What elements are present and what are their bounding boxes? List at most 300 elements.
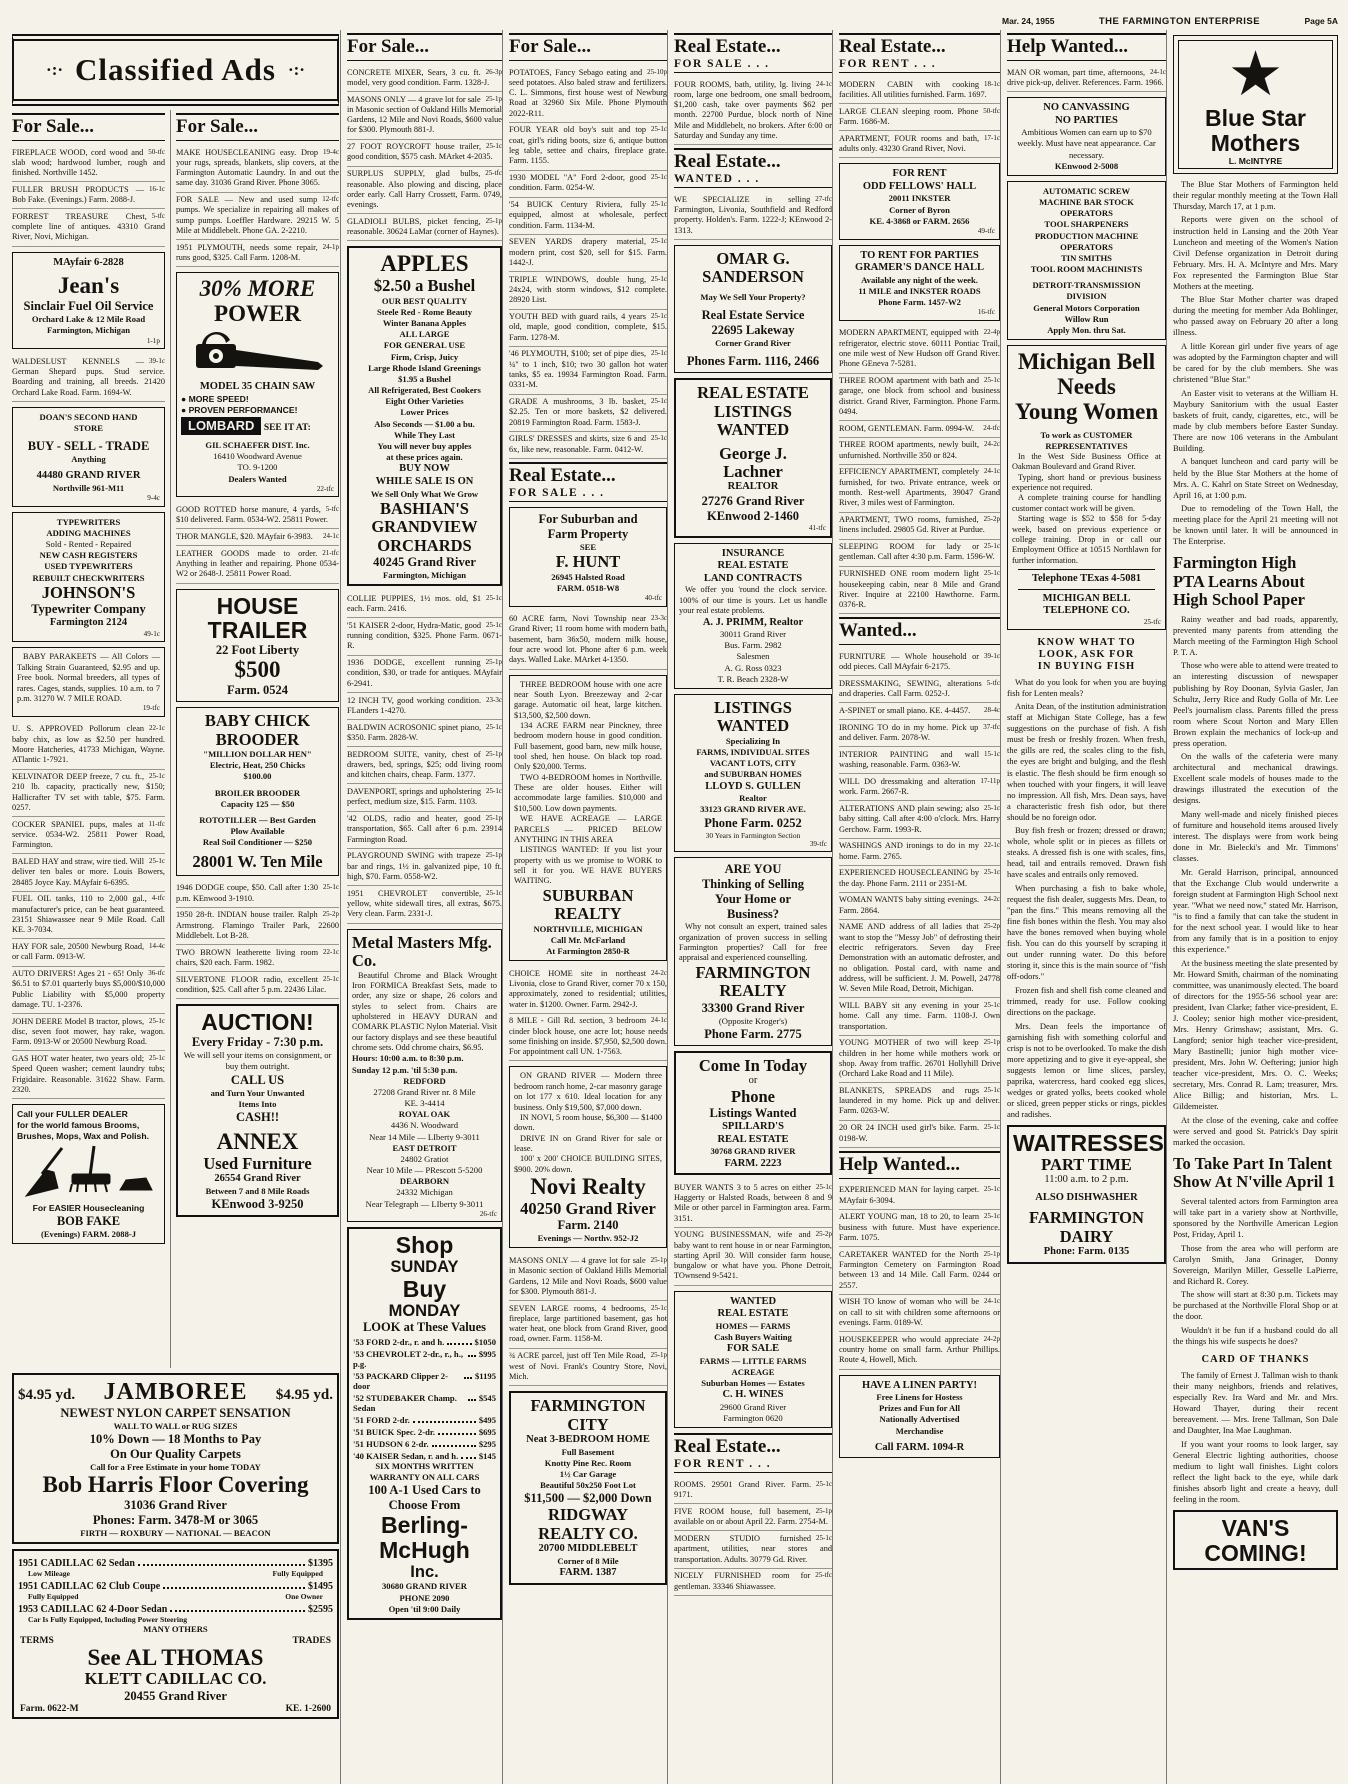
ad-line: Buy (402, 1275, 447, 1302)
ad-line: 30% MORE (199, 276, 316, 302)
ad-text: FIVE ROOM house, full basement, available on or about April 22. Farm. 2754-M. (674, 1506, 828, 1527)
doans-second-hand-ad (12, 407, 165, 507)
ad-line: NO PARTIES (1055, 114, 1118, 126)
ad-line: Specializing In (725, 735, 781, 746)
dotted-leader (170, 1610, 305, 1612)
section-title: For Sale... (509, 36, 591, 57)
ad-reference: 25-1c (323, 883, 339, 892)
section-subtitle: FOR RENT . . . (839, 58, 937, 70)
ad-reference: 25-1c (486, 722, 502, 731)
ad-line: Sunday 12 p.m. 'til 5:30 p.m. (352, 1064, 458, 1075)
blue-star-mothers-box (1173, 35, 1338, 174)
column-2-for-sale (170, 110, 339, 1368)
price-line (353, 1349, 496, 1369)
ad-line: DETROIT-TRANSMISSION (1032, 280, 1141, 291)
ad-text: 27 FOOT ROYCROFT house trailer, good condition, $575 cash. MArket 4-2035. (347, 142, 493, 162)
ad-text: SILVERTONE FLOOR radio, excellent condition, $25. Call after 5 p.m. 22436 Lilac. (176, 974, 327, 995)
ad-reference: 25-1p (650, 1351, 667, 1360)
ad-line: Evenings — Northv. 952-J2 (537, 1233, 639, 1244)
ad-line: Hours: 10:00 a.m. to 8:30 p.m. (352, 1053, 464, 1064)
classified-ad (12, 145, 165, 182)
ad-reference: 21-tfc (322, 548, 339, 557)
ad-line: REALTY (554, 904, 622, 924)
article-paragraph (1173, 1196, 1338, 1240)
item-label: '51 HUDSON 6 2-dr. (353, 1439, 429, 1450)
ad-text: EXPERIENCED MAN for laying carpet. MAyfair 6-3094. (839, 1185, 980, 1205)
classified-ad (839, 649, 1000, 676)
detail-line (18, 1569, 333, 1578)
classified-ad (674, 1569, 832, 1596)
classified-ad (839, 893, 1000, 920)
ad-line: $11,500 — $2,000 Down (524, 1491, 652, 1506)
ad-line: WARRANTY ON ALL CARS (369, 1472, 480, 1483)
headline-line: To Take Part In Talent (1173, 1153, 1332, 1173)
article-paragraph (1173, 1325, 1338, 1347)
ad-text: FIREPLACE WOOD, cord wood and slab wood; hardwood lumber, rough and finished. Northville 1452. (12, 147, 165, 178)
ad-line: General Motors Corporation (1033, 302, 1140, 313)
ad-line: REALTOR (727, 481, 779, 493)
ad-line: Free Linens for Hostess (876, 1392, 963, 1403)
ad-reference: 25-1p (485, 94, 502, 103)
classified-ad (839, 77, 1000, 104)
classified-ad (509, 966, 667, 1014)
ad-reference: 24-2c (984, 895, 1000, 904)
ad-line: 26554 Grand River (214, 1173, 301, 1185)
ad-text: WALDESLUST KENNELS — German Shepard pups. Stud service. Boarding and training, all breeds. 21420 Orchard Lake Road. Farm. 1694-W. (12, 356, 165, 397)
classified-ad (347, 92, 502, 140)
brooms-icon (24, 1144, 154, 1202)
section-title: Real Estate... (674, 1436, 781, 1458)
jamboree-carpet-ad (12, 1373, 339, 1544)
ad-text: BUYER WANTS 3 to 5 acres on either Haggerty or Halsted Roads, between 8 and 9 Mile or other parcel in Farmington area. Farm. 3151. (674, 1182, 832, 1223)
classified-ad (839, 1036, 1000, 1084)
section-heading (12, 113, 165, 141)
ad-line: REAL ESTATE (717, 1133, 789, 1145)
ad-reference: 39-1c (984, 651, 1000, 660)
ad-line: REALTY (719, 981, 787, 1001)
ad-reference: 25-1c (149, 1016, 165, 1025)
section-title: For Sale... (12, 116, 94, 137)
section-heading (509, 33, 667, 61)
ad-reference: 11-tfc (148, 819, 165, 828)
ad-reference: 25-1c (651, 237, 667, 246)
classified-ad (839, 465, 1000, 513)
ad-text: CHOICE HOME site in northeast Livonia, close to Grand River, corner 70 x 150, approximately, zoned to residential; utilities, water in. $1200. Owner. Farm. 2942-J. (509, 968, 667, 1009)
article-paragraph (1173, 456, 1338, 500)
ad-line: Starting wage is $52 to $58 for 5-day week, based on previous experience or college training. Drop in or call our Employment Office at 10515 Northlawn for further information. (1012, 514, 1161, 565)
article-paragraph (1007, 1021, 1166, 1120)
classified-ad (839, 920, 1000, 998)
ad-line: Orchard Lake & 12 Mile Road (31, 314, 146, 325)
price-left: $4.95 yd. (18, 1387, 76, 1403)
ad-line: APPLES (380, 251, 469, 277)
detail-left: Fully Equipped (28, 1592, 79, 1602)
price-line (353, 1415, 496, 1425)
detail-left: Low Mileage (28, 1569, 70, 1579)
ad-reference: 25-1c (984, 1085, 1000, 1094)
ad-line: MICHIGAN BELL (1042, 592, 1131, 604)
ad-reference: 5-tfc (986, 678, 1000, 687)
ad-line: 4436 N. Woodward (390, 1120, 459, 1131)
ad-text: YOUNG MOTHER of two will keep children in her home while mothers work or shop. Away from traffic. 26701 Hollyhill Drive (Orchard Lake Road and 11 Mile). (839, 1038, 1000, 1079)
paragraph-text: A banquet luncheon and card party will be held by the Blue Star Mothers at the home of Mrs. A. C. Kahrl on State Street on Wednesday, April 16, at 1:00 p.m. (1173, 456, 1338, 500)
ad-reference: 25-1c (486, 142, 502, 151)
ad-line: LISTINGS WANTED: If you list your property with us we promise to WORK to sell it for you. WE HAVE BUYERS WAITING. (514, 845, 662, 886)
ad-line: Lachner (723, 461, 783, 481)
classified-ad (12, 1051, 165, 1099)
ad-text: THREE ROOM apartment with bath and garage, one block from school and business district. Grand River, Farmington. Phone Farm. 0494. (839, 376, 1000, 416)
ad-text: FURNISHED ONE room modern light housekeeping cabin, near 8 Mile and Grand River. Inquire at 22100 Hawthorne. Farm. 0376-R. (839, 569, 1000, 610)
item-price: $995 (478, 1349, 496, 1360)
ad-line: "MILLION DOLLAR HEN" (203, 749, 312, 760)
ad-reference: 28-4c (984, 705, 1000, 714)
dotted-leader (461, 1457, 476, 1459)
ad-line: Typewriter Company (31, 602, 146, 617)
ad-text: WE SPECIALIZE in selling Farmington, Livonia, Southfield and Redford property. Holden's. Farm. 1222-J; KEnwood 2-1313. (674, 194, 832, 235)
ad-line: POWER (214, 301, 301, 327)
ad-line: DEARBORN (399, 1176, 450, 1187)
ad-line: Why not consult an expert, trained sales organization of proven success in selling Farmington properties? Call for free appraisal and experienced counselling. (679, 922, 827, 963)
ad-line: HOMES — FARMS (715, 1320, 791, 1331)
ad-line: A. J. PRIMM, Realtor (702, 616, 804, 628)
ad-line: SUBURBAN (542, 885, 634, 905)
column-5-real-estate (667, 30, 832, 1784)
ad-line: Corner of Byron (889, 204, 950, 215)
michigan-bell-ad (1007, 345, 1166, 630)
ad-reference: 25-1p (485, 658, 502, 667)
item-price: $1395 (308, 1558, 333, 1570)
ad-text: ALERT YOUNG man, 18 to 20, to learn business with future. Must have experience. Farm. 1075. (839, 1212, 1000, 1242)
section-title: Real Estate... (674, 151, 781, 173)
ad-reference: 25-1c (486, 593, 502, 602)
headline-line: High School Paper (1173, 590, 1306, 610)
classified-ad (509, 347, 667, 395)
ad-line: ACREAGE (731, 1367, 775, 1378)
ad-line: C. H. WINES (722, 1389, 784, 1401)
section-title: Real Estate... (839, 36, 946, 57)
ad-line: On Our Quality Carpets (110, 1447, 241, 1462)
ad-line: TOOL SHARPENERS (1044, 219, 1129, 230)
ad-text: 8 MILE - Gill Rd. section, 3 bedroom cinder block house, one acre lot; house needs some finishing on inside. $7,950, $2,500 down. For appointment call UN. 1-7563. (509, 1016, 667, 1057)
classified-ad (674, 1180, 832, 1228)
ad-line: Steele Red - Rome Beauty (377, 306, 472, 317)
ad-line: Metal Masters Mfg. Co. (352, 932, 492, 971)
classified-ad (839, 1332, 1000, 1369)
ad-text: ¾ ACRE parcel, just off Ten Mile Road, west of Novi. Frank's Country Store, Novi, Mich. (509, 1351, 667, 1381)
section-heading (1007, 33, 1166, 61)
ad-line: for the world famous Brooms, (17, 1120, 140, 1131)
ad-line: Nationally Advertised (879, 1414, 960, 1425)
masthead-title: Classified Ads (75, 52, 276, 87)
ad-reference: 25-1c (651, 434, 667, 443)
headline-line: CARD OF THANKS (1201, 1353, 1310, 1365)
item-price: $1050 (474, 1337, 496, 1348)
ad-line: ALSO DISHWASHER (1035, 1191, 1138, 1203)
ad-text: 12 INCH TV, good working condition. FLanders 1-4270. (347, 695, 482, 715)
ad-line: BABY PARAKEETS — All Colors — Talking Strain Guaranteed, $2.95 and up. Free book. Normal breeders, all types of rares. Cages, stands, supplies. 10 a.m. to 7 p.m. 31270 W. 7 MILE ROAD. (17, 652, 160, 703)
price-line (353, 1439, 496, 1449)
item-price: $495 (478, 1415, 496, 1426)
ad-line: Large Rhode Island Greenings (368, 362, 481, 373)
ad-line: OMAR G. (716, 248, 790, 268)
ad-line: WALL TO WALL or RUG SIZES (113, 1421, 238, 1431)
ad-line: 26-tfc (479, 1209, 497, 1218)
ad-line: AUCTION! (201, 1009, 314, 1036)
ad-line: FOR SALE (726, 1343, 780, 1355)
ad-line: 134 ACRE FARM near Pinckney, three bedroom modern house in good condition. Full basement, good barn, new milk house, tool shed, hen house. On black top road. Only $20,000. Terms. (514, 720, 662, 772)
paragraph-text: Frozen fish and shell fish come cleaned and trimmed, ready for use. Follow cooking directions on the package. (1007, 984, 1166, 1017)
ad-reference: 25-1p (650, 1255, 667, 1264)
ad-reference: 25-1p (485, 851, 502, 860)
paragraph-text: Mrs. Dean feels the importance of garnishing fish with something colorful and crisp is not to be overlooked. To make the dish more appetizing and to give it eye-appeal, she suggests lemon or lime slices, parsley, paprika, watercress, hard cooked egg slices, wedges or grated yolks, beets cooked whole or sliced, green pepper sticks or rings, pickles and radishes. (1007, 1020, 1166, 1119)
ad-line: Open 'til 9:00 Daily (388, 1603, 461, 1614)
ad-line: You will never buy apples (377, 440, 472, 451)
page-header (1002, 16, 1338, 27)
ad-line: 40-tfc (644, 593, 662, 602)
ad-reference: 25-1c (984, 1123, 1000, 1132)
paragraph-text: Many well-made and nicely finished pieces of furniture and household items aroused lively interest. The displays were from work being done in Mr. Bielecki's and Mr. Timmons' classes. (1173, 809, 1338, 864)
ad-line: Your Home or (714, 892, 792, 907)
ad-text: LARGE CLEAN sleeping room. Phone Farm. 1686-M. (839, 106, 979, 126)
ad-line: Phones: Farm. 3478-M or 3065 (92, 1513, 259, 1528)
ad-line: ODD FELLOWS' HALL (862, 180, 977, 192)
ad-line: Business? (726, 907, 780, 922)
detail-left: Car Is Fully Equipped, Including Power Steering (28, 1615, 188, 1625)
ad-line: TIN SMITHS (1061, 252, 1112, 263)
classified-ad (509, 395, 667, 432)
ad-line: Farm Property (547, 527, 629, 541)
ad-line: ARE YOU (724, 862, 782, 877)
brand-label: LOMBARD (181, 417, 261, 435)
ad-line: MANY OTHERS (143, 1624, 208, 1635)
section-subtitle: FOR RENT . . . (674, 1458, 772, 1471)
ad-reference: 25-1p (485, 216, 502, 225)
berling-mchugh-used-cars-ad (347, 1227, 502, 1620)
ad-line: We will sell your items on consignment, or buy them outright. (183, 1050, 332, 1072)
classified-ad (12, 854, 165, 891)
ad-text: SLEEPING ROOM for lady or gentleman. Call after 4:30 p.m. Farm. 1596-W. (839, 542, 995, 562)
ad-line: 49-tfc (977, 226, 995, 235)
section-heading (674, 1433, 832, 1473)
headline-line: Show At N'ville April 1 (1173, 1172, 1336, 1192)
detail-right: One Owner (285, 1592, 323, 1602)
ad-reference: 37-tfc (983, 722, 1000, 731)
ad-line: 19-tfc (142, 704, 160, 713)
classified-ad (839, 104, 1000, 131)
ad-text: YOUTH BED with guard rails, 4 years old, maple, good condition, complete, $15. Farm. 1278-M. (509, 312, 667, 342)
ad-text: WILL DO dressmaking and alteration work. Farm. 2667-R. (839, 776, 976, 797)
ad-line: Farmington, Michigan (46, 325, 131, 336)
ad-text: MODERN CABIN with cooking facilities. All utilities furnished. Farm. 1697. (839, 79, 987, 99)
ad-text: GAS HOT water heater, two years old; Speed Queen washer; cement laundry tubs; Frigidaire. Reasonable. 31622 Shaw. Farm. 2320. (12, 1053, 165, 1094)
paragraph-text: When purchasing a fish to bake whole, request the fish dealer, suggests Mrs. Dean, to "pan the fins." This means removing all the fine fish bones within the flesh. You may also have the bones removed when buying whole fish. You can do this yourself by scraping it out under running water. Do this before storing it, since this is the main source of "fish off-odors." (1007, 882, 1166, 982)
ad-reference: 25-1c (486, 888, 502, 897)
ad-line: FARMINGTON (1029, 1208, 1144, 1228)
ad-line: 27208 Grand River nr. 8 Mile (373, 1086, 476, 1097)
paragraph-text: What do you look for when you are buying fish for Lenten meals? (1007, 676, 1166, 698)
ad-line: CALL US (230, 1072, 285, 1087)
classified-ad (839, 747, 1000, 774)
ad-line: DAIRY (1059, 1226, 1114, 1246)
price-line (353, 1427, 496, 1437)
ad-text: GRADE A mushrooms, 3 lb. basket, $2.25. Ten or more baskets, $2 delivered. 20819 Farmington Road. Farm. 1583-J. (509, 397, 667, 427)
ad-reference: 24-2c (984, 440, 1000, 449)
star-icon: ★ (1227, 41, 1284, 109)
ad-line: GIL SCHAEFER DIST. Inc. (205, 440, 310, 451)
ad-line: WANTED (716, 716, 790, 736)
ad-reference: 25-1c (984, 803, 1000, 812)
section-title: Help Wanted... (1007, 36, 1129, 57)
ad-line: Beautiful 50x250 Foot Lot (540, 1480, 636, 1491)
paragraph-text: Those who were able to attend were treated to an interesting discussion of newspaper publishing by Roy Doonan, Sylvia Gasler, Jan Schultz, Jerry Rice and Rudy Golla of Mr. Lee Peel's journalism class. Parents filled the press room where Scout Norton and Mary Ellen Brown explain the mechanics of lock-up and press operation. (1173, 660, 1338, 748)
ad-reference: 25-1c (149, 1053, 165, 1062)
ad-line: REALTY CO. (538, 1523, 638, 1543)
detail-line (18, 1615, 333, 1624)
ad-line: REDFORD (403, 1075, 446, 1086)
ad-line: 11 MILE and INKSTER ROADS (858, 285, 981, 296)
classified-ad (839, 1210, 1000, 1247)
classified-ad (1007, 65, 1166, 92)
ad-reference: 39-1c (149, 356, 165, 365)
item-price: $145 (478, 1451, 496, 1462)
ad-line: Call your FULLER DEALER (17, 1109, 128, 1120)
classified-ad (347, 618, 502, 655)
paragraph-text: Those from the area who will perform are Carolyn Smith, Jana Grinager, Donny Sovereign, Marilyn Miller, Gesselle LaPierre, and Richard R. Corey. (1173, 1242, 1338, 1286)
ad-line: LISTINGS (714, 697, 792, 717)
ad-line: Also Seconds — $1.00 a bu. (374, 418, 475, 429)
ad-line: FARM. 0518-W8 (556, 582, 620, 593)
ad-line: FARMINGTON (695, 962, 811, 982)
ad-line: While They Last (394, 429, 455, 440)
ad-text: THREE ROOM apartments, newly built, unfurnished. Northville 350 or 824. (839, 440, 980, 460)
ad-text: YOUNG BUSINESSMAN, wife and baby want to rent house in or near Farmington, starting April 30. Will consider farm house, bungalow or what have you. Phone Detroit, TOwnsend 9-5421. (674, 1230, 832, 1281)
ad-line: A complete training course for handling customer contact work will be given. (1012, 493, 1161, 513)
ad-line: Mothers (1210, 129, 1301, 156)
paragraph-text: At the close of the evening, cake and coffee were served and good St. Patrick's Day spirit marked the occasion. (1173, 1114, 1338, 1147)
gullen-listings-ad (674, 694, 832, 852)
ad-line: JOHNSON'S (41, 582, 136, 602)
article-paragraph (1173, 503, 1338, 547)
ad-text: THOR MANGLE, $20. MAyfair 6-3983. (176, 531, 313, 541)
section-heading (674, 148, 832, 188)
ad-line: WANTED (729, 1295, 777, 1307)
classified-ad (347, 747, 502, 784)
ad-line: TOOL ROOM MACHINISTS (1030, 264, 1143, 275)
paragraph-text: On the walls of the cafeteria were many architectural and mechanical drawings. Excellent scale models of houses made to the drawings illustrated the execution of the designs. (1173, 751, 1338, 806)
classified-ad (674, 192, 832, 240)
ad-reference: 25-1c (651, 397, 667, 406)
lombard-chain-saw-ad (176, 272, 339, 497)
ad-line: Corner Grand River (715, 337, 791, 348)
ad-reference: 5-tfc (325, 504, 339, 513)
section-heading (509, 462, 667, 502)
ad-line: L. McINTYRE (1228, 155, 1283, 166)
ad-line: Near 10 Mile — PRescott 5-5200 (366, 1165, 483, 1176)
ad-line: ADDING MACHINES (46, 527, 131, 538)
ad-line: 16410 Woodward Avenue (213, 451, 302, 462)
header-page-number: Page 5A (1304, 16, 1338, 26)
classified-ad (12, 722, 165, 770)
item-price: $2595 (308, 1604, 333, 1616)
chainsaw-icon (181, 328, 334, 380)
ad-line: 39-tfc (809, 839, 827, 848)
ad-line: Telephone TExas 4-5081 (1031, 572, 1142, 584)
ad-line: Between 7 and 8 Mile Roads (205, 1185, 310, 1196)
ad-line: Firm, Crisp, Juicy (390, 351, 459, 362)
classified-ad (347, 784, 502, 811)
ad-line: 16-tfc (977, 308, 995, 317)
classified-ads-masthead (12, 34, 339, 106)
section-title: Real Estate... (674, 36, 781, 57)
classified-ad (347, 140, 502, 167)
ad-line: 26945 Halsted Road (551, 571, 625, 582)
dealer-brand-line (181, 416, 334, 435)
dotted-leader (413, 1421, 476, 1423)
ad-line: WANTED (716, 420, 790, 440)
suburban-realty-ad (509, 675, 667, 962)
ad-line: FIRTH — ROXBURY — NATIONAL — BEACON (80, 1528, 271, 1539)
house-trailer-ad (176, 589, 339, 702)
ad-line: 20700 MIDDLEBELT (538, 1543, 638, 1555)
article-paragraph (1173, 1243, 1338, 1287)
see-it-at-label: SEE IT AT: (261, 422, 311, 433)
classified-ad (347, 693, 502, 720)
ad-reference: 24-2p (983, 1334, 1000, 1343)
ad-text: SEVEN YARDS drapery material, modern print, cost $20, sell for $15. Farm. 1442-J. (509, 237, 667, 267)
ad-text: 1950 28-ft. INDIAN house trailer. Ralph Armstrong. Flamingo Trailer Park, 22600 Middlebelt. Lot B-28. (176, 910, 339, 940)
ad-line: MACHINE BAR STOCK (1039, 197, 1134, 208)
ad-reference: 25-1p (815, 1506, 832, 1515)
ad-line: WAITRESSES (1013, 1129, 1164, 1156)
ad-line: May We Sell Your Property? (700, 291, 806, 302)
classified-ad (674, 1531, 832, 1568)
ad-line: FARMS — LITTLE FARMS (699, 1355, 807, 1366)
ad-line: Call FARM. 1094-R (874, 1441, 965, 1453)
ad-line: George J. (719, 443, 787, 463)
ad-line: COMING! (1204, 1539, 1307, 1566)
ad-line: MODEL 35 CHAIN SAW (199, 380, 316, 392)
item-price: $1195 (474, 1371, 496, 1382)
paragraph-text: Anita Dean, of the institution administration staff at Michigan State College, has a few suggestions on the purchase of fish. A fish must be fresh or freshly frozen. When fresh, the gills are red, the scales cling to the fish, the eyes are bright and bulging, and the flesh is elastic. The flesh should be firm enough so when touched with your fingers, it will leave no impression. All fish, Mrs. Dean says, have a characteristic fresh fish odor, but there should be no foreign odor. (1007, 701, 1166, 822)
paragraph-text: Buy fish fresh or frozen; dressed or drawn; whole, whole split or in pieces as fillets or steaks. A dressed fish is one with scales, fins, head, tail and entrails removed. Drawn fish have scales and entrails only removed. (1007, 825, 1166, 880)
ad-text: MASONS ONLY — 4 grave lot for sale in Masonic section of Oakland Hills Memorial Gardens, 12 Mile and Novi Roads, $600 value for $300. Plymouth 881-J. (347, 94, 502, 135)
ad-line: A. G. Ross 0323 (724, 662, 782, 673)
section-subtitle: FOR SALE . . . (674, 58, 770, 70)
ad-line: WE HAVE ACREAGE — LARGE PARCELS — PRICED BELOW ANYTHING IN THIS AREA (514, 814, 662, 844)
ad-text: NICELY FURNISHED room for gentleman. 33346 Shiawassee. (674, 1571, 811, 1591)
ad-line: CASH!! (235, 1109, 280, 1124)
ad-text: 1951 CHEVROLET convertible, yellow, white sidewall tires, all extras, $675. Very clean. Farm. 2331-J. (347, 888, 502, 919)
ad-line: We offer you 'round the clock service. 100% of our time is yours. Let us handle your real estate problems. (679, 585, 827, 616)
ad-line: MONDAY (388, 1301, 461, 1320)
ad-reference: 24-1p (322, 242, 339, 251)
ad-line: 9-4c (147, 494, 160, 503)
classified-ad (839, 839, 1000, 866)
ad-line: OPERATORS (1060, 241, 1113, 252)
paragraph-text: A little Korean girl under five years of age was adopted by the Farmington chapter and will be cared for by the club members. She was christened "Blue Star." (1173, 340, 1338, 385)
classified-ad (509, 198, 667, 235)
ad-reference: 24-1c (816, 79, 832, 88)
ad-line: REPRESENTATIVES (1045, 440, 1128, 451)
paragraph-text: An Easter visit to veterans at the William H. Maybury Sanitorium with the usual Easter baskets of fruit, candy, cigarettes, etc., will be made by club members before Easter Sunday. There are now 106 veterans in the Ambulant Building. (1173, 387, 1338, 453)
ad-line: Real Estate Service (701, 307, 805, 322)
section-title: Real Estate... (509, 465, 616, 486)
ad-line: GRANDVIEW (371, 517, 478, 537)
ad-reference: 50-tfc (983, 106, 1000, 115)
ad-line: FOR GENERAL USE (383, 340, 466, 351)
column-6-rent-wanted-help (832, 30, 1000, 1784)
divider-rule (1018, 569, 1155, 570)
